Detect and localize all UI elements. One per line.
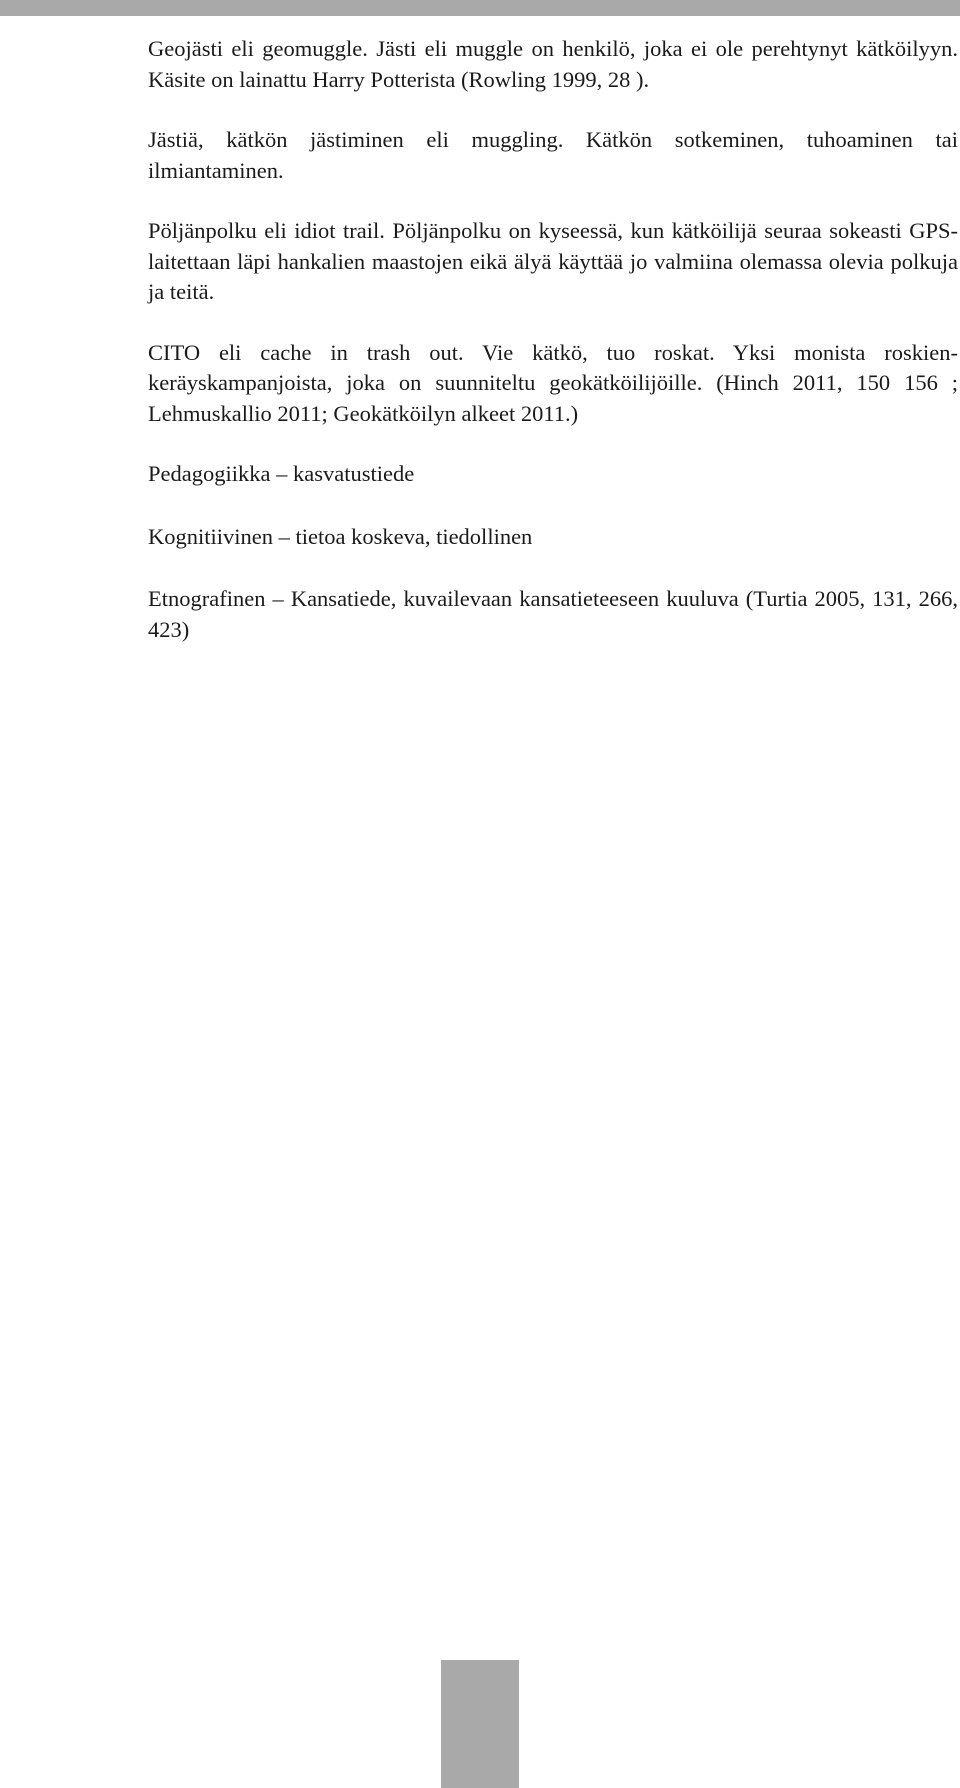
glossary-entry-jastia: Jästiä, kätkön jästiminen eli muggling. Kätkön sotkeminen, tuhoaminen tai ilmiantaminen. xyxy=(148,127,958,183)
glossary-entry-etnografinen: Etnografinen – Kansatiede, kuvailevaan kansatieteeseen kuuluva (Turtia 2005, 131, 266, 423) xyxy=(148,586,958,642)
page-body xyxy=(148,34,958,675)
glossary-entry-cito: CITO eli cache in trash out. Vie kätkö, tuo roskat. Yksi monista roskienkeräyskampanjoista, joka on suunniteltu geokätköilijöille. (Hinch 2011, 150 156 ; Lehmuskallio 2011; Geokätköilyn alkeet 2011.) xyxy=(148,339,958,426)
page-header-bar xyxy=(0,0,960,16)
glossary-entry-pedagogiikka: Pedagogiikka – kasvatustiede xyxy=(148,461,415,486)
glossary-entry-kognitiivinen: Kognitiivinen – tietoa koskeva, tiedollinen xyxy=(148,523,533,549)
glossary-entry-poljanpolku: Pöljänpolku eli idiot trail. Pöljänpolku on kyseessä, kun kätköilijä seuraa sokeasti GPS-laitettaan läpi hankalien maastojen eikä älyä käyttää jo valmiina olemassa olevia polkuja ja teitä. xyxy=(148,218,958,304)
glossary-entry-geojasti: Geojästi eli geomuggle. Jästi eli muggle on henkilö, joka ei ole perehtynyt kätköilyyn. Käsite on lainattu Harry Potterista (Rowling 1999, 28 ). xyxy=(148,36,958,92)
page-number-tab xyxy=(441,1660,519,1788)
